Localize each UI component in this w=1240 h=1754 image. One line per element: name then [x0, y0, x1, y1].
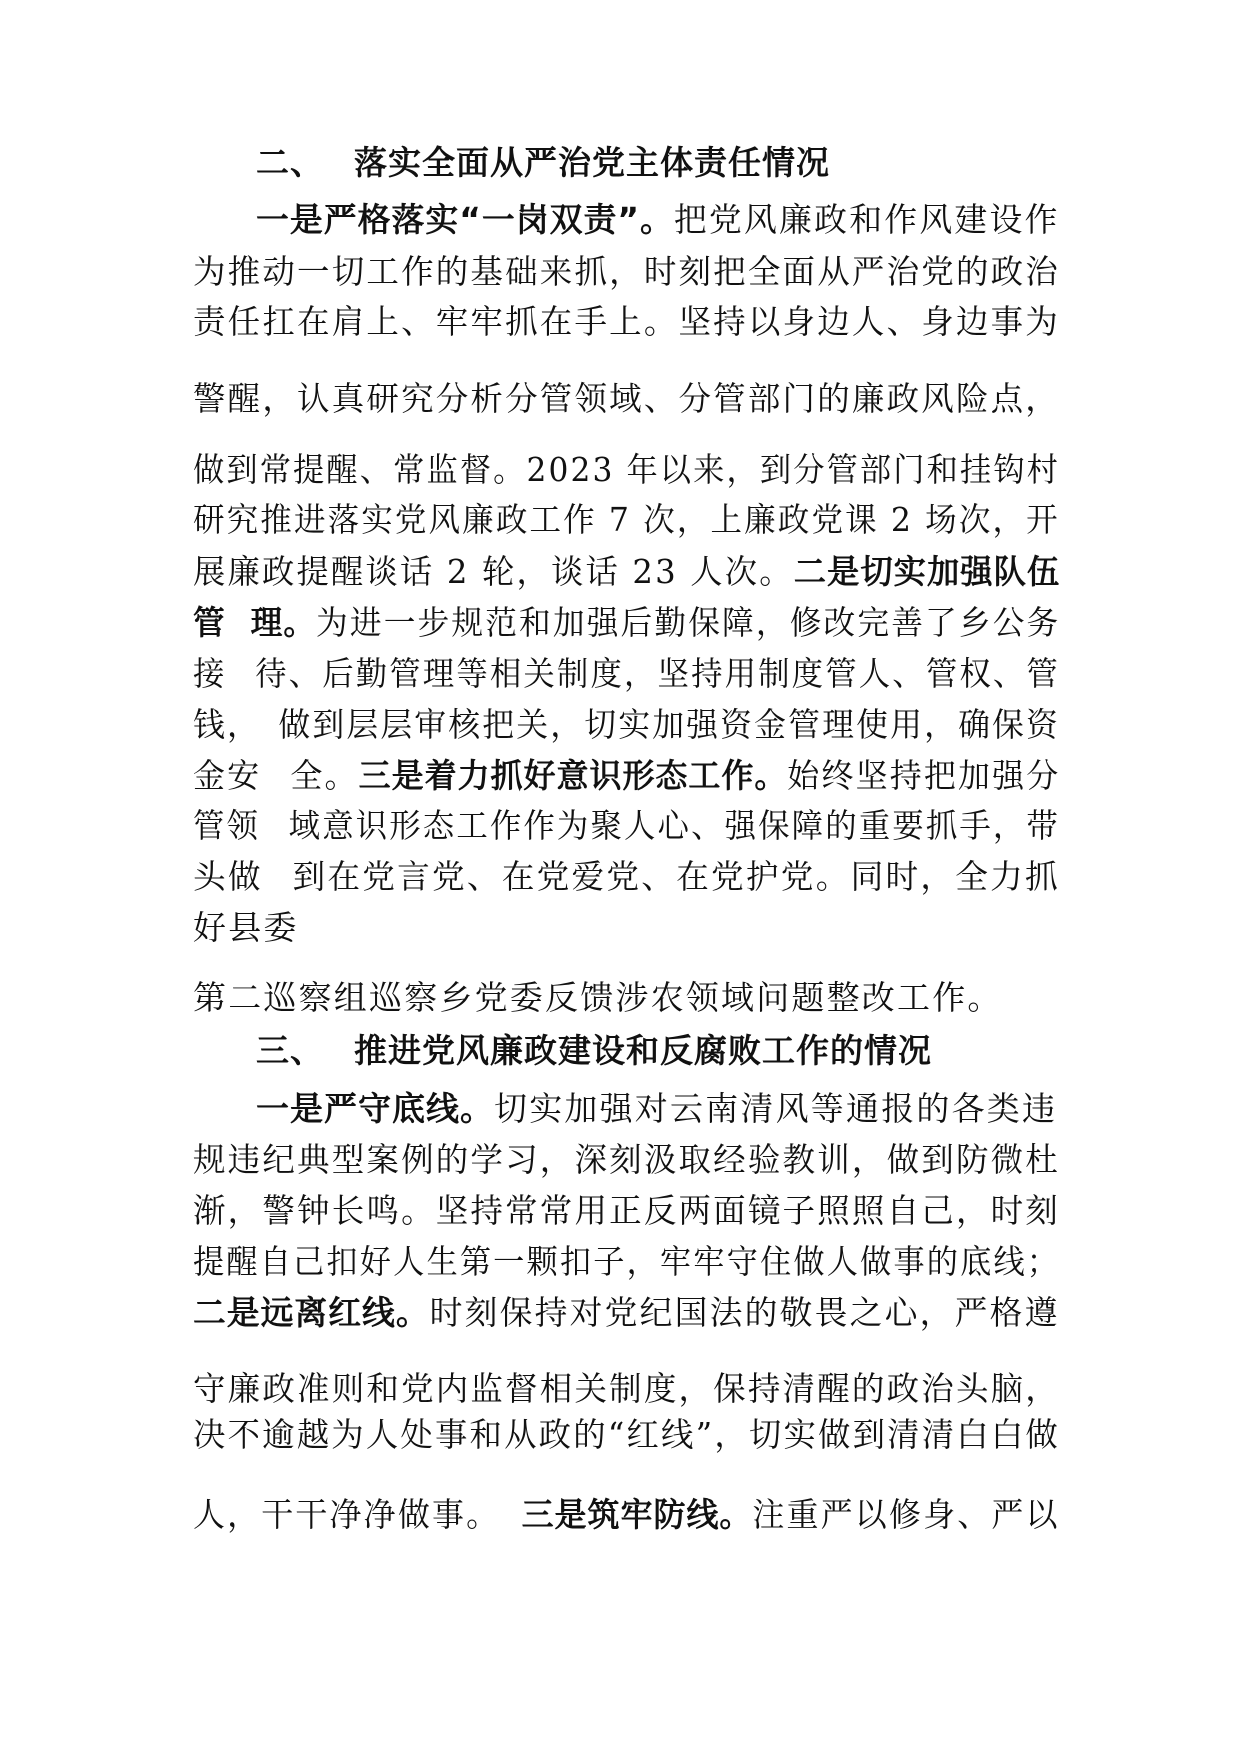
body-text: 金安: [193, 756, 262, 795]
body-text: 全。: [290, 756, 359, 795]
paragraph-line: 为推动一切工作的基础来抓，时刻把全面从严治党的政治: [193, 252, 1060, 291]
body-text: 切实加强对云南清风等通报的各类违: [494, 1089, 1058, 1128]
paragraph-line: 责任扛在肩上、牢牢抓在手上。坚持以身边人、身边事为: [193, 302, 1060, 341]
body-text: 头做: [193, 857, 263, 896]
paragraph-line: [193, 1291, 1060, 1335]
body-text: 始终坚持把加强分: [787, 756, 1061, 795]
section-2-heading: [256, 141, 830, 185]
paragraph-line: 警醒，认真研究分析分管领域、分管部门的廉政风险点，: [193, 379, 1060, 418]
body-text: 做到层层审核把关，切实加强资金管理使用，确保资: [278, 705, 1061, 744]
paragraph-line: 做到常提醒、常监督。2023 年以来，到分管部门和挂钩村: [193, 450, 1061, 489]
body-text: 接: [193, 654, 227, 693]
paragraph-line: 研究推进落实党风廉政工作 7 次，上廉政党课 2 场次，开: [193, 500, 1060, 539]
paragraph-line: [193, 652, 1060, 696]
section-2-heading-text: 落实全面从严治党主体责任情况: [354, 143, 830, 182]
body-text: 管领: [193, 806, 261, 845]
bold-lead: 理。: [250, 603, 317, 642]
paragraph-line: 决不逾越为人处事和从政的“红线”，切实做到清清白白做: [193, 1415, 1060, 1454]
paragraph-line: [193, 601, 1060, 645]
bold-lead: 二是远离红线。: [193, 1293, 430, 1332]
paragraph-line: [193, 703, 1060, 747]
body-text: 时刻保持对党纪国法的敬畏之心，严格遵: [429, 1293, 1060, 1332]
paragraph-line: 渐，警钟长鸣。坚持常常用正反两面镜子照照自己，时刻: [193, 1191, 1060, 1230]
paragraph-line: [193, 804, 1060, 848]
paragraph-line: [193, 550, 1060, 594]
body-text: 待、后勤管理等相关制度，坚持用制度管人、管权、管: [255, 654, 1060, 693]
bold-lead: 三是着力抓好意识形态工作。: [358, 756, 788, 795]
section-3-heading-number: 三、: [256, 1031, 324, 1070]
section-3-heading: [256, 1029, 932, 1073]
paragraph-line: [193, 754, 1060, 798]
paragraph-line: [193, 855, 1060, 899]
paragraph-line: [193, 1493, 1060, 1537]
body-text: 把党风廉政和作风建设作: [673, 200, 1060, 239]
bold-lead: 管: [193, 603, 226, 642]
body-text: 注重严以修身、严以: [752, 1495, 1060, 1534]
body-text: 为进一步规范和加强后勤保障，修改完善了乡公务: [316, 603, 1061, 642]
body-text: 钱，: [193, 705, 261, 744]
bold-lead: 一是严守底线。: [256, 1089, 494, 1128]
body-text: 域意识形态工作作为聚人心、强保障的重要抓手，带: [288, 806, 1060, 845]
body-text: 到在党言党、在党爱党、在党护党。同时，全力抓: [292, 857, 1060, 896]
paragraph-line: 提醒自己扣好人生第一颗扣子，牢牢守住做人做事的底线；: [193, 1242, 1061, 1281]
paragraph-line: 第二巡察组巡察乡党委反馈涉农领域问题整改工作。: [193, 978, 1003, 1017]
paragraph-line: 规违纪典型案例的学习，深刻汲取经验教训，做到防微杜: [193, 1140, 1060, 1179]
section-3-heading-text: 推进党风廉政建设和反腐败工作的情况: [354, 1031, 932, 1070]
bold-lead: 二是切实加强队伍: [793, 552, 1061, 591]
paragraph-line: 好县委: [193, 908, 299, 947]
section-2-heading-number: 二、: [256, 143, 324, 182]
bold-lead: 一是严格落实“一岗双责”。: [256, 200, 674, 239]
bold-lead: 三是筑牢防线。: [521, 1495, 753, 1534]
body-text: 人，干干净净做事。: [193, 1495, 501, 1534]
paragraph-line: [256, 1087, 1057, 1131]
paragraph-line: 守廉政准则和党内监督相关制度，保持清醒的政治头脑，: [193, 1369, 1060, 1408]
body-text: 展廉政提醒谈话 2 轮，谈话 23 人次。: [193, 552, 794, 591]
paragraph-line: [256, 198, 1060, 242]
